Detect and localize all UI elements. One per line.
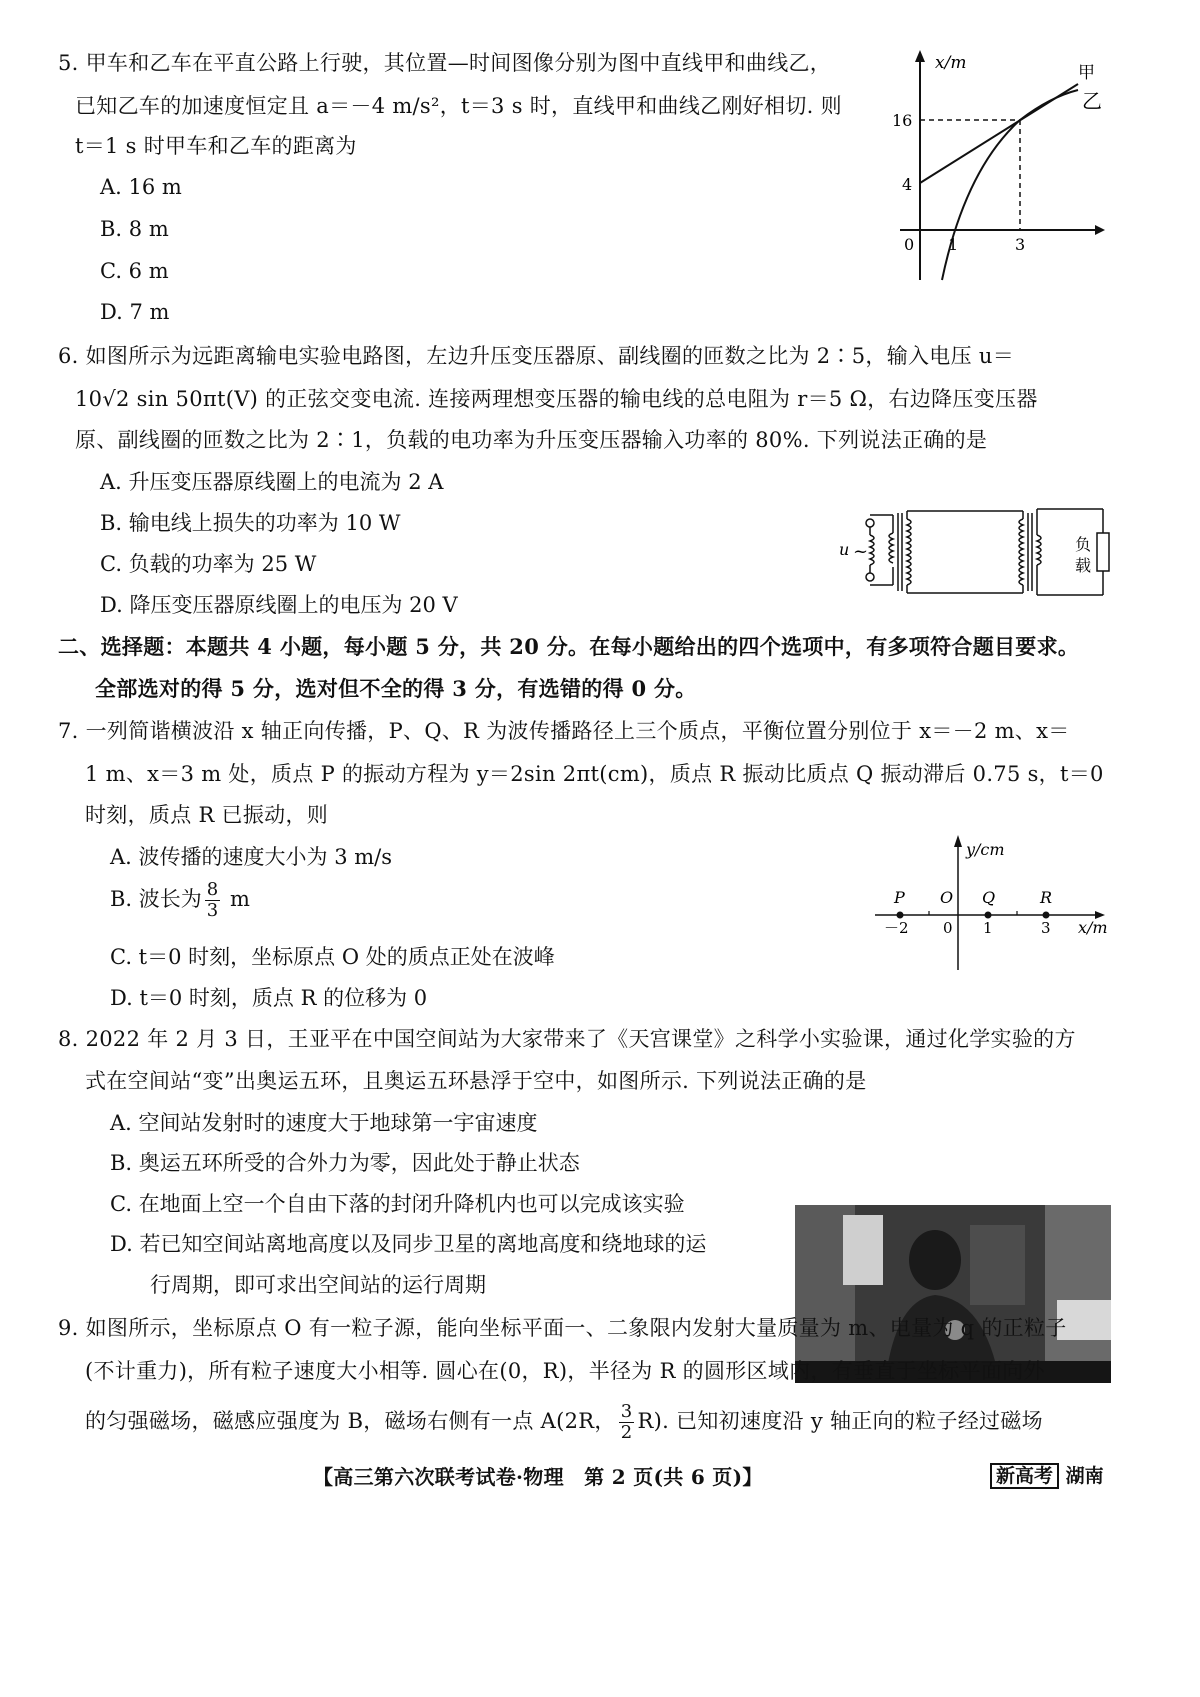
- q7-option-a: A. 波传播的速度大小为 3 m/s: [110, 845, 392, 869]
- q9-fraction: [619, 1402, 635, 1443]
- q5-tick-16: 16: [892, 111, 913, 130]
- q8-option-d: D. 若已知空间站离地高度以及同步卫星的离地高度和绕地球的运: [110, 1232, 707, 1256]
- q5-label-jia: 甲: [1078, 63, 1095, 83]
- q6-load-label-top: 负: [1075, 535, 1092, 554]
- q9-line-2: (不计重力)，所有粒子速度大小相等. 圆心在(0，R)，半径为 R 的圆形区域内，有垂直于坐标平面向外: [85, 1359, 1045, 1383]
- q6-source-tilde: ~: [853, 541, 869, 562]
- q6-option-c: C. 负载的功率为 25 W: [100, 552, 317, 576]
- q6-line-3: 原、副线圈的匝数之比为 2∶1，负载的电功率为升压变压器输入功率的 80%. 下列说法正确的是: [75, 428, 988, 452]
- footer-badge-group: [990, 1462, 1104, 1490]
- q7-label-r: R: [1040, 888, 1053, 907]
- q6-option-d: D. 降压变压器原线圈上的电压为 20 V: [100, 593, 458, 617]
- q6-load-resistor: [1097, 533, 1109, 571]
- footer-badge: 新高考: [990, 1463, 1059, 1489]
- q7-option-c: C. t＝0 时刻，坐标原点 O 处的质点正处在波峰: [110, 945, 555, 969]
- q9-fraction-numerator: 3: [620, 1401, 633, 1422]
- q8-option-a: A. 空间站发射时的速度大于地球第一宇宙速度: [110, 1111, 538, 1135]
- q6-line-1: 6. 如图所示为远距离输电实验电路图，左边升压变压器原、副线圈的匝数之比为 2∶5，输入电压 u＝: [58, 344, 1015, 368]
- q6-stepup-secondary: [907, 519, 911, 585]
- q7-option-d: D. t＝0 时刻，质点 R 的位移为 0: [110, 986, 428, 1010]
- section-2-scoring: 全部选对的得 5 分，选对但不全的得 3 分，有选错的得 0 分。: [95, 676, 697, 701]
- footer-region: 湖南: [1065, 1465, 1104, 1487]
- q5-tick-1: 1: [948, 235, 959, 254]
- section-2-heading: 二、选择题：本题共 4 小题，每小题 5 分，共 20 分。在每小题给出的四个选项中，有多项符合题目要求。: [58, 634, 1080, 659]
- q7-tick-0: 0: [943, 919, 953, 937]
- q7-option-b: [110, 880, 250, 921]
- q7-wave-axis-graph: [870, 825, 1120, 975]
- q7-tick-3: 3: [1041, 919, 1051, 937]
- q5-graph-y-label: x/m: [935, 53, 967, 73]
- q7-line-3: 时刻，质点 R 已振动，则: [85, 803, 329, 827]
- q5-tick-3: 3: [1015, 235, 1026, 254]
- q9-line-3-suffix: R). 已知初速度沿 y 轴正向的粒子经过磁场: [637, 1409, 1043, 1433]
- q8-option-c: C. 在地面上空一个自由下落的封闭升降机内也可以完成该实验: [110, 1192, 685, 1216]
- q7-option-b-fraction: [205, 880, 220, 921]
- q5-label-yi: 乙: [1082, 89, 1102, 113]
- q5-tick-4: 4: [902, 175, 913, 194]
- q8-option-d-continued: 行周期，即可求出空间站的运行周期: [150, 1273, 486, 1297]
- q6-option-b: B. 输电线上损失的功率为 10 W: [100, 511, 401, 535]
- q7-x-label: x/m: [1078, 918, 1108, 937]
- q7-point-r: [1043, 912, 1050, 919]
- q5-option-c: C. 6 m: [100, 259, 169, 283]
- q8-line-2: 式在空间站“变”出奥运五环，且奥运五环悬浮于空中，如图所示. 下列说法正确的是: [85, 1069, 867, 1093]
- q9-line-1: 9. 如图所示，坐标原点 O 有一粒子源，能向坐标平面一、二象限内发射大量质量为 m、电量为 q 的正粒子: [58, 1316, 1067, 1340]
- q5-line-1: 5. 甲车和乙车在平直公路上行驶，其位置—时间图像分别为图中直线甲和曲线乙，: [58, 51, 832, 75]
- q8-line-1: 8. 2022 年 2 月 3 日，王亚平在中国空间站为大家带来了《天宫课堂》之科学小实验课，通过化学实验的方: [58, 1027, 1076, 1051]
- q7-tick-neg2: －2: [884, 919, 909, 937]
- q6-load-label-bottom: 载: [1075, 556, 1092, 575]
- q7-option-b-text: B. 波长为: [110, 887, 202, 911]
- q5-option-a: A. 16 m: [100, 175, 182, 199]
- q5-option-b: B. 8 m: [100, 217, 169, 241]
- q6-circuit-diagram: [835, 505, 1120, 605]
- q6-option-a: A. 升压变压器原线圈上的电流为 2 A: [100, 470, 444, 494]
- q7-line-1: 7. 一列简谐横波沿 x 轴正向传播，P、Q、R 为波传播路径上三个质点，平衡位置分别位于 x＝－2 m、x＝: [58, 719, 1070, 743]
- q8-option-b: B. 奥运五环所受的合外力为零，因此处于静止状态: [110, 1151, 580, 1175]
- q9-line-3: [85, 1402, 1043, 1443]
- q5-position-time-graph: [880, 40, 1110, 290]
- q5-line-3: t＝1 s 时甲车和乙车的距离为: [75, 134, 357, 158]
- q9-line-3-prefix: 的匀强磁场，磁感应强度为 B，磁场右侧有一点 A(2R，: [85, 1409, 616, 1433]
- q7-label-o: O: [940, 888, 954, 907]
- q7-fraction-numerator: 8: [206, 879, 219, 900]
- q5-option-d: D. 7 m: [100, 300, 170, 324]
- q7-tick-1: 1: [983, 919, 993, 937]
- q7-fraction-denominator: 3: [206, 900, 219, 921]
- q7-line-2: 1 m、x＝3 m 处，质点 P 的振动方程为 y＝2sin 2πt(cm)，质点 R 振动比质点 Q 振动滞后 0.75 s，t＝0: [85, 762, 1104, 786]
- q6-source-u: u: [839, 540, 850, 559]
- q6-stepdown-primary: [1019, 519, 1023, 585]
- q7-option-b-unit: m: [229, 887, 250, 911]
- q7-label-q: Q: [982, 888, 996, 907]
- q7-label-p: P: [894, 888, 905, 907]
- q7-y-label: y/cm: [966, 840, 1005, 859]
- q6-line-2: 10√2 sin 50πt(V) 的正弦交变电流. 连接两理想变压器的输电线的总电阻为 r＝5 Ω，右边降压变压器: [75, 387, 1038, 411]
- q5-origin: 0: [904, 235, 915, 254]
- q7-point-p: [897, 912, 904, 919]
- q5-line-2: 已知乙车的加速度恒定且 a＝－4 m/s²，t＝3 s 时，直线甲和曲线乙刚好相切. 则: [75, 94, 842, 118]
- q6-stepdown-secondary: [1037, 535, 1041, 565]
- q6-stepup-primary: [870, 535, 874, 565]
- q5-curve-yi: [942, 90, 1078, 280]
- q9-fraction-denominator: 2: [620, 1422, 633, 1443]
- footer-title: 【高三第六次联考试卷·物理 第 2 页(共 6 页)】: [313, 1465, 763, 1489]
- q7-point-q: [985, 912, 992, 919]
